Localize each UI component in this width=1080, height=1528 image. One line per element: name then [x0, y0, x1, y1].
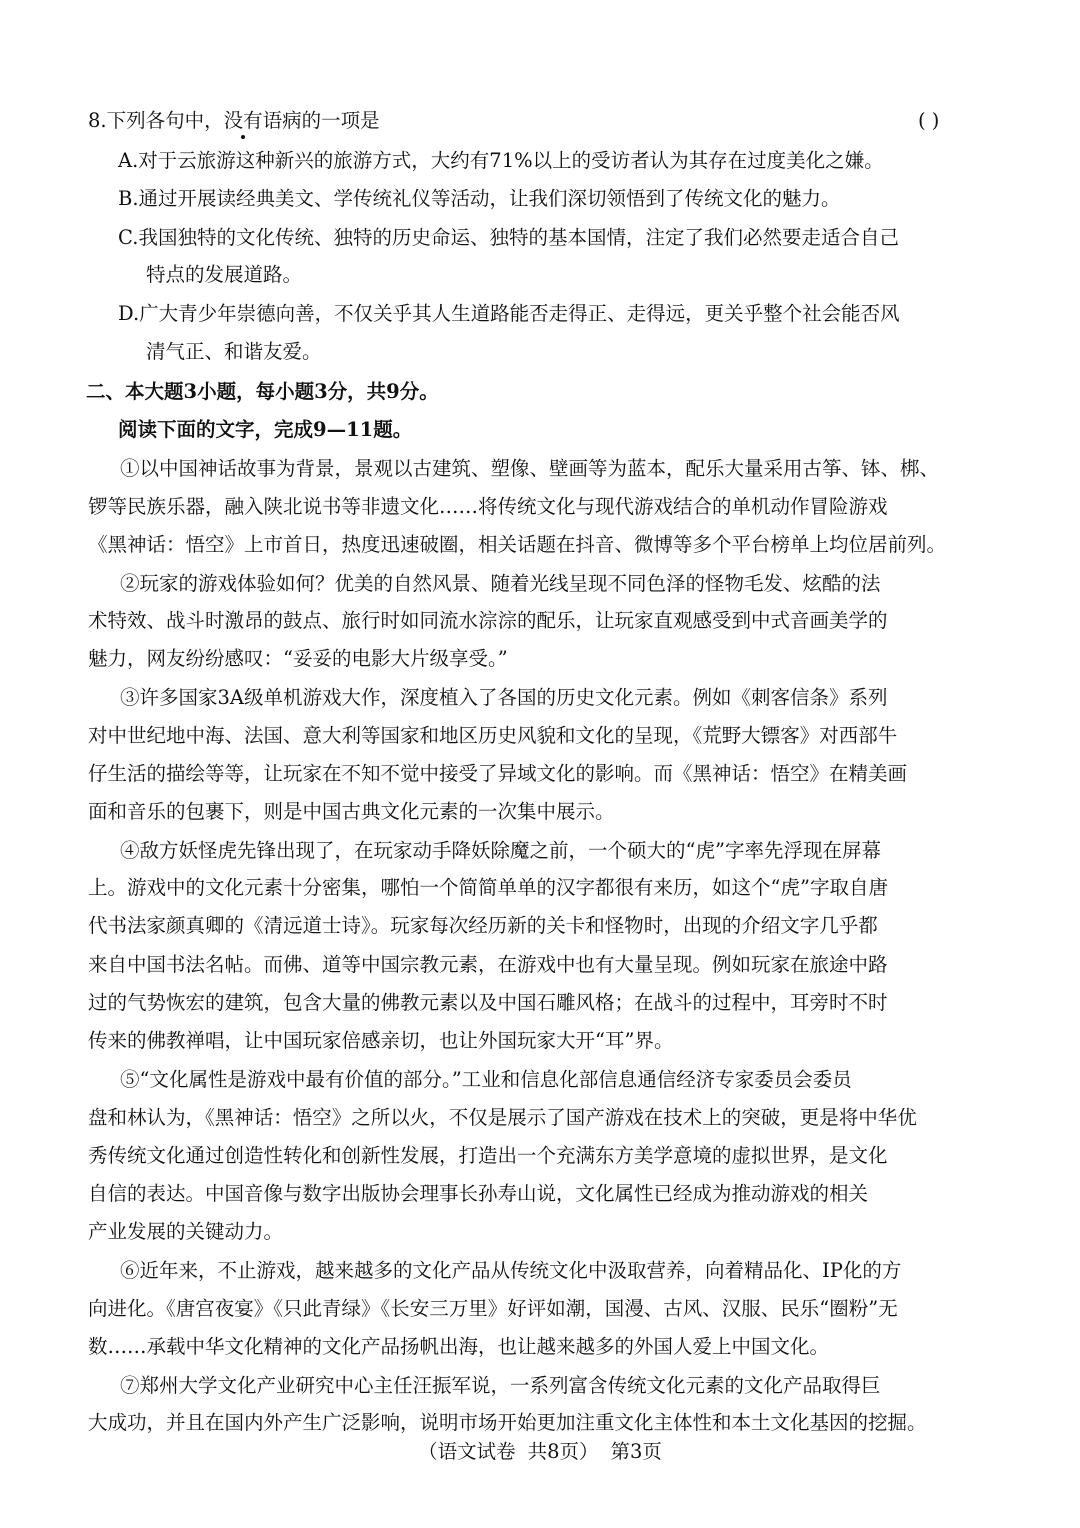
option-a-letter: A.: [118, 149, 139, 172]
option-a: [118, 146, 1080, 176]
paragraph-1-line-3: 《黑神话：悟空》上市首日，热度迅速破圈，相关话题在抖音、微博等多个平台榜单上均位居前列。: [88, 533, 947, 556]
paragraph-4-line-3: 代书法家颜真卿的《清远道士诗》。玩家每次经历新的关卡和怪物时，出现的介绍文字几乎都: [88, 914, 878, 937]
option-b-letter: B.: [118, 187, 139, 210]
option-c: [118, 223, 1080, 253]
paragraph-4-line-1: ④敌方妖怪虎先锋出现了，在玩家动手降妖除魔之前，一个硕大的“虎”字率先浮现在屏幕: [120, 839, 881, 862]
paragraph-3-line-1: ③许多国家3A级单机游戏大作，深度植入了各国的历史文化元素。例如《刺客信条》系列: [120, 686, 888, 709]
option-c-letter: C.: [118, 226, 139, 249]
question-8-stem-after: 语病的一项是: [262, 109, 380, 132]
option-a-text: 对于云旅游这种新兴的旅游方式，大约有71%以上的受访者认为其存在过度美化之嫌。: [138, 149, 884, 172]
option-b: [118, 184, 1080, 214]
paragraph-4-line-2: 上。游戏中的文化元素十分密集，哪怕一个简简单单的汉字都很有来历，如这个“虎”字取自唐: [88, 876, 888, 899]
paragraph-5-line-4: 自信的表达。中国音像与数字出版协会理事长孙寿山说，文化属性已经成为推动游戏的相关: [88, 1182, 869, 1205]
answer-parentheses: ( ): [918, 109, 940, 132]
paragraph-6-line-1: ⑥近年来，不止游戏，越来越多的文化产品从传统文化中汲取营养，向着精品化、IP化的方: [120, 1259, 902, 1282]
paragraph-4-line-4: 来自中国书法名帖。而佛、道等中国宗教元素，在游戏中也有大量呈现。例如玩家在旅途中路: [88, 953, 888, 976]
paragraph-4-line-6: 传来的佛教禅唱，让中国玩家倍感亲切，也让外国玩家大开“耳”界。: [88, 1029, 674, 1052]
paragraph-5-line-2: 盘和林认为，《黑神话：悟空》之所以火，不仅是展示了国产游戏在技术上的突破，更是将中华优: [88, 1106, 917, 1129]
question-8-number: 8.: [88, 109, 107, 132]
paragraph-3-line-3: 仔生活的描绘等等，让玩家在不知不觉中接受了异域文化的影响。而《黑神话：悟空》在精美画: [88, 762, 908, 785]
paragraph-5-line-5: 产业发展的关键动力。: [88, 1220, 284, 1243]
page-footer: [0, 1437, 1080, 1467]
paragraph-1-line-2: 锣等民族乐器，融入陕北说书等非遗文化……将传统文化与现代游戏结合的单机动作冒险游戏: [88, 495, 888, 518]
option-c-text: 我国独特的文化传统、独特的历史命运、独特的基本国情，注定了我们必然要走适合自己: [138, 226, 899, 249]
reading-instruction: 阅读下面的文字，完成9—11题。: [118, 418, 413, 441]
option-d-text: 广大青少年崇德向善，不仅关乎其人生道路能否走得正、走得远，更关乎整个社会能否风: [139, 302, 900, 325]
paragraph-7-line-2: 大成功，并且在国内外产生广泛影响，说明市场开始更加注重文化主体性和本土文化基因的挖掘。: [88, 1411, 927, 1434]
paragraph-2-line-3: 魅力，网友纷纷感叹：“妥妥的电影大片级享受。”: [88, 647, 508, 670]
footer-title: （语文试卷: [418, 1440, 516, 1463]
paragraph-2-line-1: ②玩家的游戏体验如何？优美的自然风景、随着光线呈现不同色泽的怪物毛发、炫酷的法: [120, 572, 881, 595]
paragraph-6-line-2: 向进化。《唐宫夜宴》《只此青绿》《长安三万里》好评如潮，国漫、古风、汉服、民乐“圈粉”无: [88, 1297, 898, 1320]
paragraph-5-line-3: 秀传统文化通过创造性转化和创新性发展，打造出一个充满东方美学意境的虚拟世界，是文化: [88, 1144, 888, 1167]
footer-page-number: 第3页: [610, 1440, 662, 1463]
question-8-stem-emphasis: 没有: [224, 106, 263, 136]
question-8-stem-before: 下列各句中，: [106, 109, 224, 132]
paragraph-5-line-1: ⑤“文化属性是游戏中最有价值的部分。”工业和信息化部信息通信经济专家委员会委员: [120, 1068, 852, 1091]
option-b-text: 通过开展读经典美文、学传统礼仪等活动，让我们深切领悟到了传统文化的魅力。: [138, 187, 841, 210]
option-d-continued: 清气正、和谐友爱。: [146, 340, 322, 363]
section-heading: 二、本大题3小题，每小题3分，共9分。: [86, 380, 439, 403]
paragraph-3-line-4: 面和音乐的包裹下，则是中国古典文化元素的一次集中展示。: [88, 800, 615, 823]
paragraph-1-line-1: ①以中国神话故事为背景，景观以古建筑、塑像、壁画等为蓝本，配乐大量采用古筝、钵、梆、: [120, 457, 940, 480]
paragraph-2-line-2: 术特效、战斗时激昂的鼓点、旅行时如同流水淙淙的配乐，让玩家直观感受到中式音画美学的: [88, 609, 888, 632]
option-d: [118, 299, 1080, 329]
option-c-continued: 特点的发展道路。: [146, 263, 303, 286]
option-d-letter: D.: [118, 302, 140, 325]
footer-total-pages: 共8页）: [527, 1440, 599, 1463]
paragraph-3-line-2: 对中世纪地中海、法国、意大利等国家和地区历史风貌和文化的呈现，《荒野大镖客》对西部牛: [88, 724, 898, 747]
paragraph-6-line-3: 数……承载中华文化精神的文化产品扬帆出海，也让越来越多的外国人爱上中国文化。: [88, 1335, 830, 1358]
paragraph-4-line-5: 过的气势恢宏的建筑，包含大量的佛教元素以及中国石雕风格；在战斗的过程中，耳旁时不时: [88, 991, 888, 1014]
paragraph-7-line-1: ⑦郑州大学文化产业研究中心主任汪振军说，一系列富含传统文化元素的文化产品取得巨: [120, 1374, 881, 1397]
